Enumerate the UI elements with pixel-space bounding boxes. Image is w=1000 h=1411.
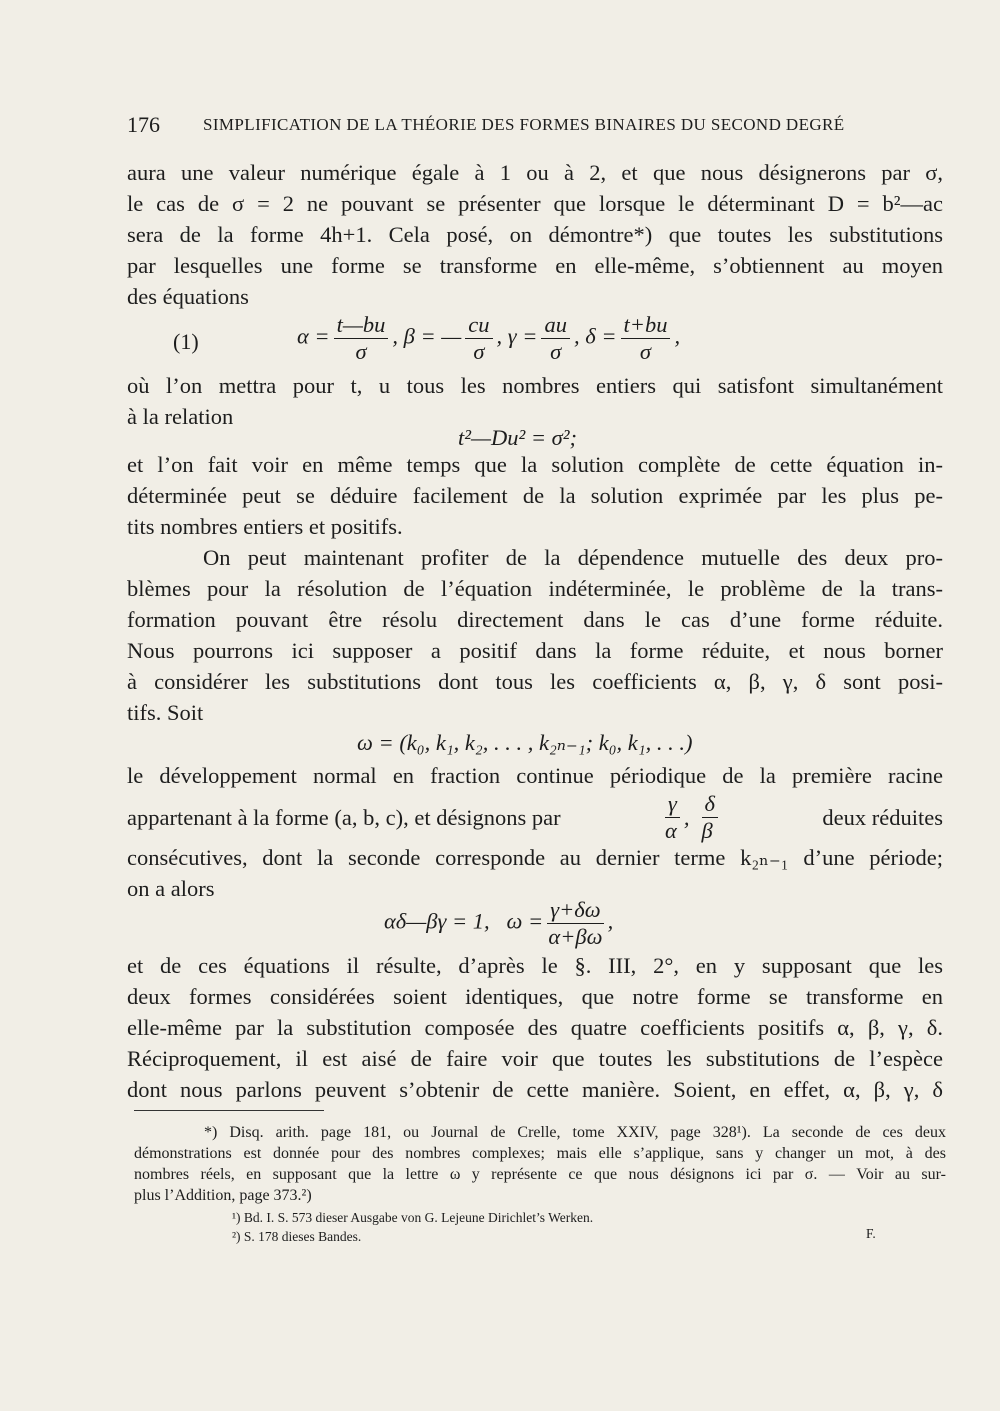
text-line: on a alors xyxy=(127,876,215,901)
text-line: déterminée peut se déduire facilement de la solution exprimée par les plus pe- xyxy=(127,483,943,508)
footnote-rule xyxy=(134,1110,324,1111)
footnote-line: plus l’Addition, page 373.²) xyxy=(134,1187,312,1204)
equation-2: t²—Du² = σ²; xyxy=(458,425,578,450)
fraction-numerator: cu xyxy=(465,312,492,339)
text-line: et de ces équations il résulte, d’après le §. III, 2°, en y supposant que les xyxy=(127,953,943,978)
fraction xyxy=(541,312,570,365)
footnote-line: *) Disq. arith. page 181, ou Journal de Crelle, tome XXIV, page 328¹). La seconde de ces deux xyxy=(204,1124,946,1141)
text-span: deux réduites xyxy=(822,804,943,830)
text-line: des équations xyxy=(127,284,249,309)
fraction-denominator: α+βω xyxy=(548,924,603,949)
fraction-denominator: β xyxy=(701,818,713,843)
eq-term: , xyxy=(607,908,614,934)
fraction-denominator: σ xyxy=(639,339,652,364)
equation-number: (1) xyxy=(173,329,199,354)
text-line: le cas de σ = 2 ne pouvant se présenter que lorsque le déterminant D = b²—ac xyxy=(127,191,943,216)
fraction xyxy=(665,791,680,844)
text-line: deux formes considérées soient identiques, que notre forme se transforme en xyxy=(127,984,943,1009)
text-line: à considérer les substitutions dont tous les coefficients α, β, γ, δ sont posi- xyxy=(127,669,943,694)
text-line: par lesquelles une forme se transforme en elle-même, s’obtiennent au moyen xyxy=(127,253,943,278)
eq-term: , β = — xyxy=(392,323,462,349)
equation-3: ω = (k₀, k₁, k₂, . . . , k₂ₙ₋₁; k₀, k₁, . . .) xyxy=(357,730,693,755)
eq-term: , xyxy=(674,323,681,349)
eq-term: ω = xyxy=(506,908,544,934)
text-line: consécutives, dont la seconde corresponde au dernier terme k₂ₙ₋₁ d’une période; xyxy=(127,845,943,870)
eq-term: , δ = xyxy=(573,323,617,349)
text-line: et l’on fait voir en même temps que la solution complète de cette équation in- xyxy=(127,452,943,477)
fraction xyxy=(334,312,389,365)
fraction xyxy=(621,312,671,365)
text-line: blèmes pour la résolution de l’équation indéterminée, le problème de la trans- xyxy=(127,576,943,601)
text-line: elle-même par la substitution composée des quatre coefficients positifs α, β, γ, δ. xyxy=(127,1015,943,1040)
fraction-denominator: α xyxy=(665,818,677,843)
text-line: formation pouvant être résolu directement dans le cas d’une forme réduite. xyxy=(127,607,943,632)
fraction-numerator: t—bu xyxy=(334,312,389,339)
equation-1 xyxy=(297,312,680,365)
fraction-denominator: σ xyxy=(473,339,485,364)
text-line: tits nombres entiers et positifs. xyxy=(127,514,403,539)
text-line xyxy=(127,791,943,844)
footnote-line: nombres réels, en supposant que la lettre ω y représente ce que nous désignons ici par σ. — Voir au sur- xyxy=(134,1166,946,1183)
text-line: tifs. Soit xyxy=(127,700,204,725)
text-line: On peut maintenant profiter de la dépendence mutuelle des deux pro- xyxy=(203,545,943,570)
text-span: appartenant à la forme (a, b, c), et désignons par xyxy=(127,804,561,830)
fraction-numerator: au xyxy=(541,312,570,339)
fraction-numerator: t+bu xyxy=(621,312,671,339)
text-line: sera de la forme 4h+1. Cela posé, on démontre*) que toutes les substitutions xyxy=(127,222,943,247)
text-line: Réciproquement, il est aisé de faire voir que toutes les substitutions de l’espèce xyxy=(127,1046,943,1071)
fraction-numerator: γ+δω xyxy=(547,897,603,924)
fraction-denominator: σ xyxy=(550,339,562,364)
fraction-numerator: γ xyxy=(665,791,680,818)
text-line: le développement normal en fraction continue périodique de la première racine xyxy=(127,763,943,788)
separator: , xyxy=(683,804,690,830)
text-line: aura une valeur numérique égale à 1 ou à 2, et que nous désignerons par σ, xyxy=(127,160,943,185)
text-line: Nous pourrons ici supposer a positif dans la forme réduite, et nous borner xyxy=(127,638,943,663)
editor-note: ²) S. 178 dieses Bandes. xyxy=(232,1229,362,1244)
eq-term: α = xyxy=(297,323,330,349)
fraction-denominator: σ xyxy=(355,339,367,364)
text-line: dont nous parlons peuvent s’obtenir de cette manière. Soient, en effet, α, β, γ, δ xyxy=(127,1077,943,1102)
eq-term: , γ = xyxy=(496,323,538,349)
inline-fractions xyxy=(661,791,722,844)
page-number: 176 xyxy=(127,112,160,137)
footnote-line: démonstrations est donnée pour des nombres complexes; mais elle s’applique, sans y changer un mot, à des xyxy=(134,1145,946,1162)
editor-signature: F. xyxy=(866,1226,876,1241)
editor-note: ¹) Bd. I. S. 573 dieser Ausgabe von G. Lejeune Dirichlet’s Werken. xyxy=(232,1210,594,1225)
eq-term: αδ—βγ = 1, xyxy=(384,908,490,934)
fraction-numerator: δ xyxy=(702,791,718,818)
equation-4 xyxy=(384,897,613,950)
text-line: où l’on mettra pour t, u tous les nombres entiers qui satisfont simultanément xyxy=(127,373,943,398)
fraction xyxy=(547,897,603,950)
running-title: SIMPLIFICATION DE LA THÉORIE DES FORMES BINAIRES DU SECOND DEGRÉ xyxy=(203,115,845,134)
page-header xyxy=(127,112,943,144)
text-line: à la relation xyxy=(127,404,234,429)
fraction xyxy=(465,312,492,365)
fraction xyxy=(702,791,718,844)
